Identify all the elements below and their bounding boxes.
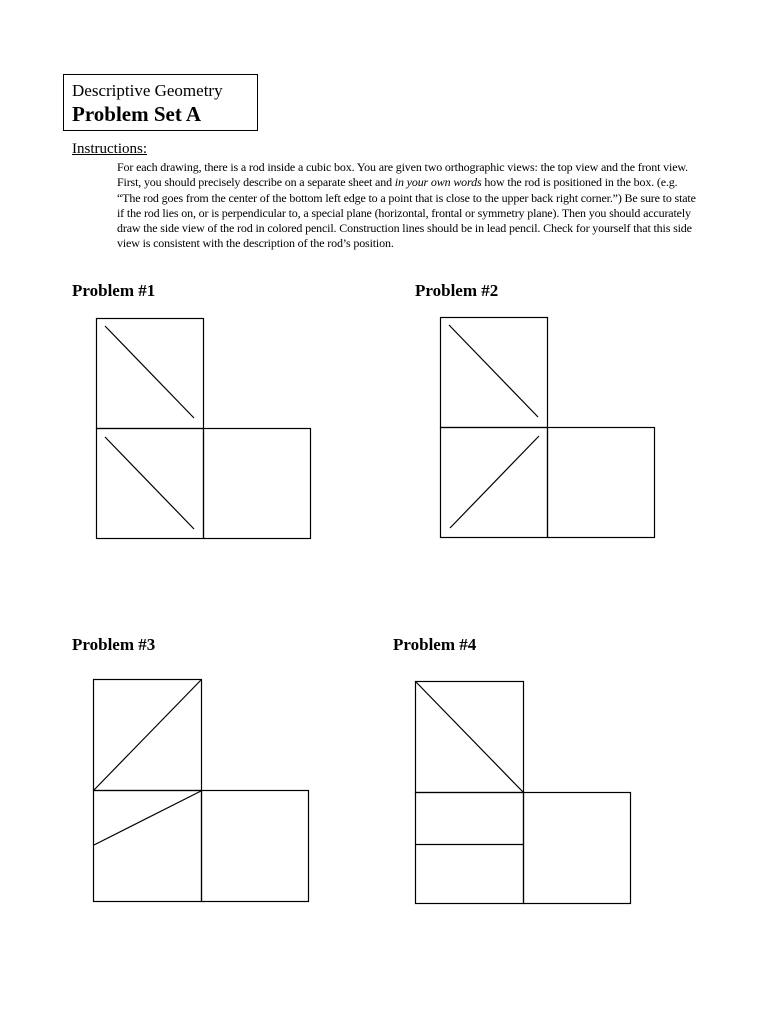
problem-2-title: Problem #2 bbox=[415, 281, 499, 300]
instructions-text-part-2: how the rod is positioned in the box. (e.g. “The rod goes from the center of the bottom left edge to a point that is close to the upper back right corner.”) Be sure to state if the rod lies on, or is perpendicular to, a special plane (horizontal, frontal or symmetry plane). Then you should accurately draw the side view of the rod in colored pencil. Construction lines should be in lead pencil. Check for yourself that this side view is consistent with the description of the rod’s position. bbox=[117, 175, 696, 251]
problem-2-rod-top bbox=[449, 325, 538, 417]
course-name: Descriptive Geometry bbox=[72, 81, 223, 100]
problem-3-title: Problem #3 bbox=[72, 635, 156, 654]
problem-3-front-view bbox=[94, 791, 202, 902]
problem-4-title: Problem #4 bbox=[393, 635, 477, 654]
problem-4-rod-top bbox=[416, 682, 523, 792]
problem-3-figure bbox=[93, 679, 310, 903]
problem-4-figure bbox=[415, 681, 632, 905]
instructions-text-part-1: For each drawing, there is a rod inside a cubic box. You are given two orthographic views: the top view and the front view. First, you should precisely describe on a separate sheet and bbox=[117, 160, 688, 190]
problem-3-side-view bbox=[202, 791, 309, 902]
problem-2-side-view bbox=[548, 428, 655, 538]
title-box bbox=[63, 74, 258, 131]
problem-2-figure bbox=[440, 317, 656, 539]
problem-1-figure bbox=[96, 318, 312, 540]
problem-1-rod-top bbox=[105, 326, 194, 418]
problem-3-rod-front bbox=[94, 791, 201, 845]
page-title: Problem Set A bbox=[72, 102, 202, 126]
problem-1-title: Problem #1 bbox=[72, 281, 156, 300]
problem-4-front-view bbox=[416, 793, 524, 904]
problem-3-rod-top bbox=[94, 680, 201, 790]
instructions-text-emphasis: in your own words bbox=[394, 175, 482, 190]
instructions-label: Instructions: bbox=[72, 141, 147, 157]
problem-1-rod-front bbox=[105, 437, 194, 529]
problem-4-side-view bbox=[524, 793, 631, 904]
instructions-text bbox=[117, 160, 700, 252]
problem-1-side-view bbox=[204, 429, 311, 539]
problem-2-rod-front bbox=[450, 436, 539, 528]
